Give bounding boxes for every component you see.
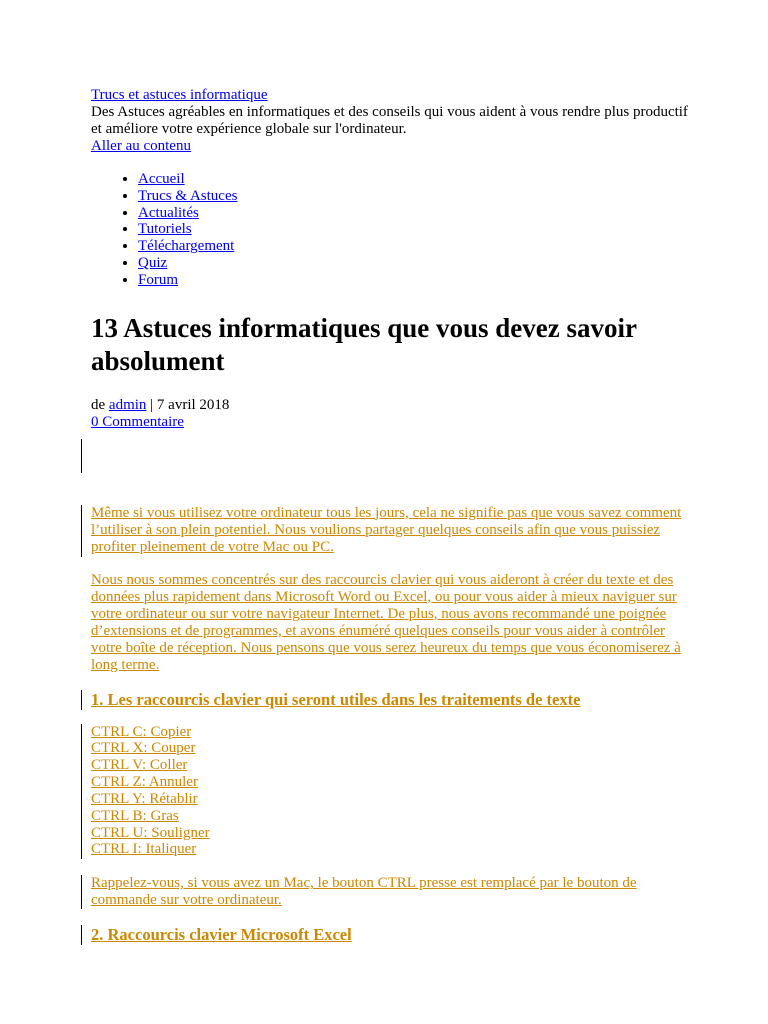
article-meta xyxy=(91,397,691,431)
left-border-line xyxy=(81,925,82,945)
section-1-title[interactable]: 1. Les raccourcis clavier qui seront utiles dans les traitements de texte xyxy=(91,689,581,709)
nav-link-actualites[interactable]: Actualités xyxy=(138,204,199,221)
site-description: Des Astuces agréables en informatiques et des conseils qui vous aident à vous rendre plus productif et améliore votre expérience globale sur l'ordinateur. xyxy=(91,104,688,137)
article-title: 13 Astuces informatiques que vous devez savoir absolument xyxy=(91,312,637,376)
intro-block-1 xyxy=(91,505,691,556)
mac-note-block xyxy=(91,875,691,909)
byline-prefix: de xyxy=(91,396,109,413)
nav-link-quiz[interactable]: Quiz xyxy=(138,254,168,271)
nav-link-telechargement[interactable]: Téléchargement xyxy=(138,238,235,255)
shortcut-item-annuler[interactable]: CTRL Z: Annuler xyxy=(91,774,198,791)
intro-paragraph-1[interactable]: Même si vous utilisez votre ordinateur tous les jours, cela ne signifie pas que vous savez comment l’utiliser à son plein potentiel. Nous voulions partager quelques conseils afin que vous puissiez profiter pleinement de votre Mac ou PC. xyxy=(91,504,682,555)
left-border-line xyxy=(81,875,82,909)
article-date: | 7 avril 2018 xyxy=(146,396,230,413)
comments-link[interactable]: 0 Commentaire xyxy=(91,413,184,430)
main-navigation xyxy=(91,171,691,289)
nav-link-trucs-astuces[interactable]: Trucs & Astuces xyxy=(138,187,238,204)
shortcut-item-couper[interactable]: CTRL X: Couper xyxy=(91,740,196,757)
shortcut-item-retablir[interactable]: CTRL Y: Rétablir xyxy=(91,790,198,807)
shortcut-item-italiquer[interactable]: CTRL I: Italiquer xyxy=(91,841,197,858)
intro-paragraph-2[interactable]: Nous nous sommes concentrés sur des raccourcis clavier qui vous aideront à créer du texte et des données plus rapidement dans Microsoft Word ou Excel, ou pour vous aider à mieux naviguer sur votre ordinateur ou sur votre navigateur Internet. De plus, nous avons recommandé une poignée d’extensions et de programmes, et avons énuméré quelques conseils pour vous aider à contrôler votre boîte de réception. Nous pensons que vous serez heureux du temps que vous économiserez à long terme. xyxy=(91,571,681,673)
page-content xyxy=(91,87,691,945)
left-border-line xyxy=(81,439,82,473)
section-1-heading-block xyxy=(91,690,691,710)
nav-item-tutoriels xyxy=(138,221,691,238)
section-2-heading-block xyxy=(91,925,691,945)
intro-block-2 xyxy=(91,572,691,674)
shortcut-item-coller[interactable]: CTRL V: Coller xyxy=(91,757,188,774)
shortcut-item-souligner[interactable]: CTRL U: Souligner xyxy=(91,824,210,841)
shortcut-item-gras[interactable]: CTRL B: Gras xyxy=(91,807,179,824)
empty-block xyxy=(91,439,691,473)
article-byline xyxy=(91,397,691,414)
shortcut-list-block xyxy=(91,724,691,859)
author-link[interactable]: admin xyxy=(108,396,147,413)
nav-item-telechargement xyxy=(138,238,691,255)
nav-item-accueil xyxy=(138,171,691,188)
nav-item-actualites xyxy=(138,205,691,222)
left-border-line xyxy=(81,724,82,859)
skip-to-content-link[interactable]: Aller au contenu xyxy=(91,138,191,154)
mac-note-paragraph[interactable]: Rappelez-vous, si vous avez un Mac, le bouton CTRL presse est remplacé par le bouton de commande sur votre ordinateur. xyxy=(91,875,637,909)
left-border-line xyxy=(81,690,82,710)
nav-link-accueil[interactable]: Accueil xyxy=(138,171,185,187)
nav-link-tutoriels[interactable]: Tutoriels xyxy=(138,221,192,238)
nav-item-forum xyxy=(138,272,691,289)
shortcut-item-copier[interactable]: CTRL C: Copier xyxy=(91,723,192,740)
site-title-link[interactable]: Trucs et astuces informatique xyxy=(91,87,268,103)
section-2-title[interactable]: 2. Raccourcis clavier Microsoft Excel xyxy=(91,925,352,945)
nav-item-quiz xyxy=(138,255,691,272)
left-border-line xyxy=(81,505,82,557)
nav-item-trucs-astuces xyxy=(138,188,691,205)
nav-link-forum[interactable]: Forum xyxy=(138,271,179,288)
